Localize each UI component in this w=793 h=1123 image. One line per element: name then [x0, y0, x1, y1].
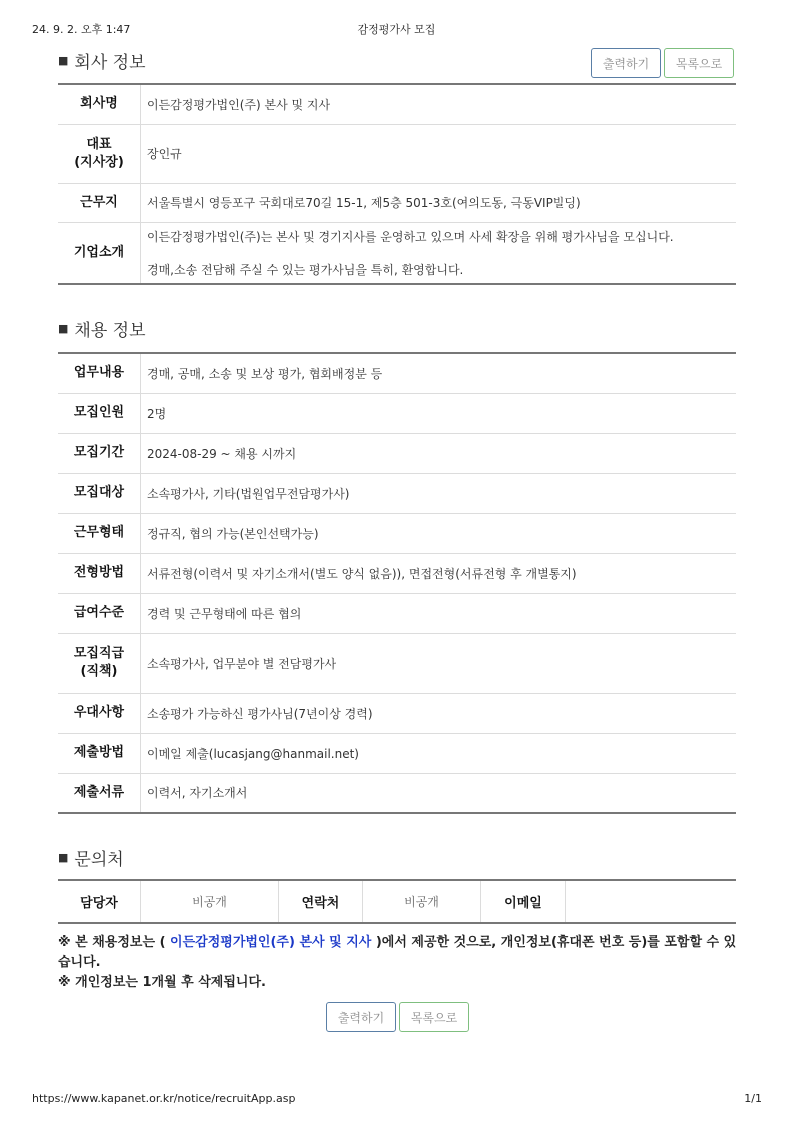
- row-label: 우대사항: [58, 693, 141, 733]
- row-value: 경매, 공매, 소송 및 보상 평가, 협회배정분 등: [141, 353, 737, 393]
- print-button-bottom[interactable]: 출력하기: [326, 1002, 396, 1032]
- notice-suffix: )에서 제공한 것으로, 개인정보(휴대폰 번호 등)를 포함할 수 있습니다.: [58, 935, 737, 970]
- row-label: 업무내용: [58, 353, 141, 393]
- row-label: 근무형태: [58, 513, 141, 553]
- square-bullet-icon: ■: [58, 851, 69, 864]
- table-row: [58, 393, 736, 433]
- list-button[interactable]: 목록으로: [664, 48, 734, 78]
- phone-label: 연락처: [279, 880, 363, 923]
- row-label: 모집대상: [58, 473, 141, 513]
- row-value: 2024-08-29 ~ 채용 시까지: [141, 433, 737, 473]
- row-label: 회사명: [58, 84, 141, 124]
- notice-company: 이든감정평가법인(주) 본사 및 지사: [170, 935, 372, 950]
- recruit-info-table: [58, 352, 736, 814]
- table-row: [58, 773, 736, 813]
- phone-value: 비공개: [363, 880, 481, 923]
- table-row: [58, 513, 736, 553]
- row-label: 모집기간: [58, 433, 141, 473]
- row-value: 서류전형(이력서 및 자기소개서(별도 양식 없음)), 면접전형(서류전형 후 개별통지): [141, 553, 737, 593]
- row-value: 2명: [141, 393, 737, 433]
- row-value: 이력서, 자기소개서: [147, 786, 248, 801]
- list-button-bottom[interactable]: 목록으로: [399, 1002, 469, 1032]
- row-value: 소속평가사, 기타(법원업무전담평가사): [141, 473, 737, 513]
- company-intro-line: 경매,소송 전담해 주실 수 있는 평가사님을 특히, 환영합니다.: [147, 262, 464, 277]
- table-row: [58, 183, 736, 222]
- table-row: [58, 353, 736, 393]
- square-bullet-icon: ■: [58, 54, 69, 67]
- table-row: [58, 84, 736, 124]
- row-value: 소송평가 가능하신 평가사님(7년이상 경력): [141, 693, 737, 733]
- row-label: 전형방법: [58, 553, 141, 593]
- row-label: 대표 (지사장): [58, 124, 141, 183]
- company-section-title: [58, 48, 146, 73]
- table-row: [58, 473, 736, 513]
- table-row: [58, 633, 736, 693]
- email-label: 이메일: [481, 880, 566, 923]
- company-info-table: [58, 83, 736, 285]
- row-value: 경력 및 근무형태에 따른 협의: [141, 593, 737, 633]
- notice-prefix: ※ 본 채용정보는 (: [58, 935, 171, 950]
- row-value: 정규직, 협의 가능(본인선택가능): [141, 513, 737, 553]
- recruit-section-title: [58, 316, 146, 341]
- manager-value: 비공개: [141, 880, 279, 923]
- table-row: [58, 553, 736, 593]
- row-value: 장인규: [141, 124, 737, 183]
- company-intro-line: 이든감정평가법인(주)는 본사 및 경기지사를 운영하고 있으며 사세 확장을 위해 평가사님을 모십니다.: [147, 229, 674, 244]
- recruit-section-title-text: 채용 정보: [74, 321, 146, 341]
- row-value: [141, 222, 737, 284]
- email-value: [566, 880, 737, 923]
- contact-section-title-text: 문의처: [74, 850, 124, 870]
- privacy-notice: [58, 933, 738, 973]
- row-label: 근무지: [58, 183, 141, 222]
- print-page-number: 1/1: [744, 1092, 762, 1105]
- row-label: 모집인원: [58, 393, 141, 433]
- row-value: 이메일 제출(lucasjang@hanmail.net): [141, 733, 737, 773]
- company-section-title-text: 회사 정보: [74, 53, 146, 73]
- table-row: [58, 693, 736, 733]
- row-value: 서울특별시 영등포구 국회대로70길 15-1, 제5층 501-3호(여의도동, 극동VIP빌딩): [141, 183, 737, 222]
- contact-section-title: [58, 845, 124, 870]
- row-label: 모집직급 (직책): [58, 633, 141, 693]
- contact-table: [58, 879, 736, 924]
- table-row: [58, 222, 736, 284]
- table-row: [58, 880, 736, 923]
- table-row: [58, 433, 736, 473]
- table-row: [58, 124, 736, 183]
- row-label: 급여수준: [58, 593, 141, 633]
- square-bullet-icon: ■: [58, 322, 69, 335]
- print-datetime: 24. 9. 2. 오후 1:47: [32, 23, 131, 36]
- row-label: 제출서류: [58, 773, 141, 813]
- print-url: https://www.kapanet.or.kr/notice/recruitApp.asp: [32, 1092, 296, 1105]
- row-value: 소속평가사, 업무분야 별 전담평가사: [141, 633, 737, 693]
- table-row: [58, 593, 736, 633]
- manager-label: 담당자: [58, 880, 141, 923]
- print-button[interactable]: 출력하기: [591, 48, 661, 78]
- deletion-notice: ※ 개인정보는 1개월 후 삭제됩니다.: [58, 975, 266, 990]
- row-label: 제출방법: [58, 733, 141, 773]
- row-label: 기업소개: [58, 222, 141, 284]
- table-row: [58, 733, 736, 773]
- print-doc-title: 감정평가사 모집: [357, 23, 436, 36]
- row-value: 이든감정평가법인(주) 본사 및 지사: [141, 84, 737, 124]
